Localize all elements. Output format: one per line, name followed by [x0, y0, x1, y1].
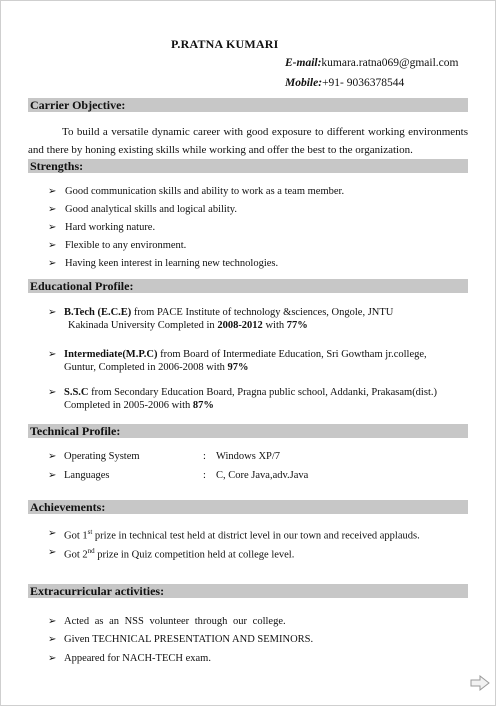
arrow-bullet-icon: ➢ — [48, 528, 57, 539]
mobile-line — [285, 77, 404, 89]
section-heading-extracurricular: Extracurricular activities: — [28, 584, 468, 598]
email-label: E-mail: — [285, 57, 322, 69]
next-page-arrow-icon[interactable] — [469, 675, 491, 691]
tech-value: Windows XP/7 — [216, 451, 281, 462]
arrow-bullet-icon: ➢ — [48, 307, 57, 318]
tech-colon: : — [203, 451, 206, 462]
strengths-list — [48, 186, 344, 270]
arrow-bullet-icon: ➢ — [48, 470, 57, 481]
email-address[interactable]: kumara.ratna069@gmail.com — [321, 57, 459, 69]
list-item: ➢ Good analytical skills and logical ability. — [48, 204, 237, 215]
education-item-ssc: ➢ S.S.C from Secondary Education Board, Pragna public school, Addanki, Prakasam(dist.) Completed in 2005-2006 with 87% — [48, 387, 437, 411]
arrow-bullet-icon: ➢ — [48, 349, 57, 360]
arrow-bullet-icon: ➢ — [48, 204, 57, 215]
achievement-item: Got 1st prize in technical test held at district level in our town and received applauds. — [64, 528, 420, 542]
arrow-bullet-icon: ➢ — [48, 186, 57, 197]
arrow-bullet-icon: ➢ — [48, 258, 57, 269]
list-item: ➢ Good communication skills and ability to work as a team member. — [48, 186, 345, 197]
education-item-btech: ➢ B.Tech (E.C.E) from PACE Institute of technology &sciences, Ongole, JNTU Kakinada University Completed in 2008-2012 with 77% — [48, 307, 394, 331]
mobile-number: +91- 9036378544 — [322, 77, 405, 89]
section-heading-strengths: Strengths: — [28, 159, 468, 173]
arrow-bullet-icon: ➢ — [48, 240, 57, 251]
education-item-intermediate: ➢ Intermediate(M.P.C) from Board of Intermediate Education, Sri Gowtham jr.college, Guntur, Completed in 2006-2008 with 97% — [48, 349, 427, 373]
extracurricular-item: Acted as an NSS volunteer through our college. — [64, 616, 286, 627]
list-item: ➢ Flexible to any environment. — [48, 240, 187, 251]
list-item: ➢ Hard working nature. — [48, 222, 156, 233]
arrow-bullet-icon: ➢ — [48, 634, 57, 645]
list-item: ➢ Having keen interest in learning new technologies. — [48, 258, 279, 269]
section-heading-achievements: Achievements: — [28, 500, 468, 514]
tech-label: Operating System — [64, 451, 140, 462]
section-heading-objective: Carrier Objective: — [28, 98, 468, 112]
arrow-bullet-icon: ➢ — [48, 387, 57, 398]
tech-colon: : — [203, 470, 206, 481]
section-heading-education: Educational Profile: — [28, 279, 468, 293]
tech-label: Languages — [64, 470, 110, 481]
arrow-bullet-icon: ➢ — [48, 653, 57, 664]
extracurricular-item: Appeared for NACH-TECH exam. — [64, 653, 211, 664]
arrow-bullet-icon: ➢ — [48, 547, 57, 558]
email-line — [285, 57, 458, 69]
arrow-bullet-icon: ➢ — [48, 222, 57, 233]
tech-value: C, Core Java,adv.Java — [216, 470, 309, 481]
extracurricular-item: Given TECHNICAL PRESENTATION AND SEMINORS. — [64, 634, 314, 645]
achievement-item: Got 2nd prize in Quiz competition held at college level. — [64, 547, 295, 561]
mobile-label: Mobile: — [285, 77, 323, 89]
candidate-name: P.RATNA KUMARI — [171, 37, 279, 51]
arrow-bullet-icon: ➢ — [48, 451, 57, 462]
objective-text: To build a versatile dynamic career with good exposure to different working environments and there by honing existing skills while working and offer the best to the organization. — [28, 126, 468, 156]
section-heading-technical: Technical Profile: — [28, 424, 468, 438]
arrow-bullet-icon: ➢ — [48, 616, 57, 627]
